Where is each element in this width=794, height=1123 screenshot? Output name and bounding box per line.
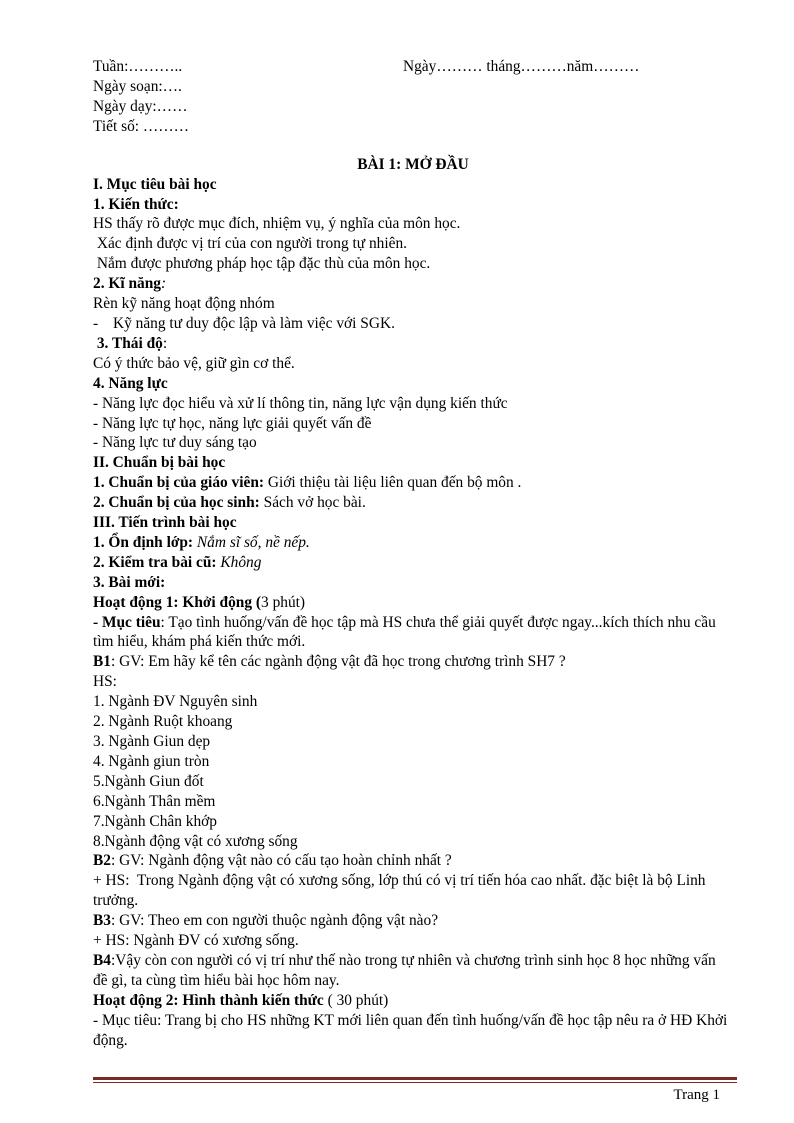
activity-2-objective: - Mục tiêu: Trang bị cho HS những KT mới liên quan đến tình huống/vấn đề học tập nêu ra ở HĐ Khởi động. bbox=[93, 1011, 728, 1049]
week-field: Tuần:……….. bbox=[93, 58, 183, 75]
skills-item-2-text: Kỹ năng tư duy độc lập và làm việc với SGK. bbox=[113, 314, 395, 332]
teacher-prep-text: Giới thiệu tài liệu liên quan đến bộ môn . bbox=[264, 474, 522, 492]
step-b2-label: B2 bbox=[93, 852, 111, 870]
phylum-item-6: 6.Ngành Thân mềm bbox=[93, 792, 216, 810]
attitude-heading-line bbox=[93, 334, 733, 354]
step-b3-answer: + HS: Ngành ĐV có xương sống. bbox=[93, 932, 299, 950]
review-line bbox=[93, 553, 733, 573]
student-prep-label: 2. Chuẩn bị của học sinh: bbox=[93, 494, 260, 512]
phylum-item-4: 4. Ngành giun tròn bbox=[93, 752, 210, 770]
footer-divider-thin bbox=[93, 1082, 737, 1083]
prep-date-field: Ngày soạn:…. bbox=[93, 78, 182, 95]
bullet-dash: - bbox=[93, 314, 99, 332]
step-b2 bbox=[93, 851, 733, 871]
step-b3-label: B3 bbox=[93, 912, 111, 930]
competency-heading: 4. Năng lực bbox=[93, 374, 168, 392]
step-b1-label: B1 bbox=[93, 653, 111, 671]
review-text: Không bbox=[216, 553, 262, 571]
objective-text: : Tạo tình huống/vấn đề học tập mà HS chưa thể giải quyết được ngay...kích thích nhu cầu tìm hiểu, khám phá kiến thức mới. bbox=[93, 613, 716, 651]
skills-item-2 bbox=[93, 314, 733, 334]
activity-2-time: ( 30 phút) bbox=[323, 991, 389, 1009]
step-b2-answer: + HS: Trong Ngành động vật có xương sống, lớp thú có vị trí tiến hóa cao nhất. đặc biệt là bộ Linh trưởng. bbox=[93, 872, 710, 910]
student-prep-text: Sách vở học bài. bbox=[259, 494, 366, 512]
footer-divider bbox=[93, 1077, 737, 1083]
phylum-item-8: 8.Ngành động vật có xương sống bbox=[93, 832, 298, 850]
class-settle-label: 1. Ổn định lớp: bbox=[93, 533, 194, 551]
step-b1 bbox=[93, 652, 733, 672]
step-b3-text: : GV: Theo em con người thuộc ngành động vật nào? bbox=[110, 912, 439, 930]
attitude-heading-colon: : bbox=[162, 334, 168, 352]
step-b4 bbox=[93, 951, 733, 991]
activity-1-objective bbox=[93, 613, 733, 653]
step-b4-text: :Vậy còn con người có vị trí như thế nào trong tự nhiên và chương trình sinh học 8 học những vấn đề gì, ta cùng tìm hiểu bài học hôm nay. bbox=[93, 951, 716, 989]
phylum-item-2: 2. Ngành Ruột khoang bbox=[93, 713, 233, 731]
activity-1-time: 3 phút) bbox=[261, 593, 306, 611]
step-b3 bbox=[93, 911, 733, 931]
student-prep-line bbox=[93, 493, 733, 513]
objective-label: - Mục tiêu bbox=[93, 613, 161, 631]
activity-1-heading bbox=[93, 593, 733, 613]
section-3-heading: III. Tiến trình bài học bbox=[93, 514, 237, 532]
skills-heading: 2. Kĩ năng bbox=[93, 275, 161, 293]
header-row bbox=[93, 57, 733, 77]
competency-item-3: - Năng lực tư duy sáng tạo bbox=[93, 434, 257, 452]
attitude-heading: 3. Thái độ bbox=[93, 334, 163, 352]
skills-item-1: Rèn kỹ năng hoạt động nhóm bbox=[93, 295, 275, 313]
phylum-item-5: 5.Ngành Giun đốt bbox=[93, 772, 204, 790]
teacher-prep-line bbox=[93, 473, 733, 493]
footer-divider-thick bbox=[93, 1077, 737, 1080]
hs-label: HS: bbox=[93, 673, 117, 691]
period-field: Tiết số: ……… bbox=[93, 117, 190, 135]
phylum-item-7: 7.Ngành Chân khớp bbox=[93, 812, 217, 830]
knowledge-heading: 1. Kiến thức: bbox=[93, 195, 179, 213]
section-2-heading: II. Chuẩn bị bài học bbox=[93, 454, 226, 472]
knowledge-item-1: HS thấy rõ được mục đích, nhiệm vụ, ý nghĩa của môn học. bbox=[93, 215, 461, 233]
teach-date-field: Ngày dạy:…… bbox=[93, 97, 188, 115]
class-settle-line bbox=[93, 533, 733, 553]
phylum-item-1: 1. Ngành ĐV Nguyên sinh bbox=[93, 693, 258, 711]
date-field: Ngày……… tháng………năm……… bbox=[403, 58, 640, 75]
step-b2-text: : GV: Ngành động vật nào có cấu tạo hoàn chỉnh nhất ? bbox=[110, 852, 452, 870]
knowledge-item-3: Nắm được phương pháp học tập đặc thù của môn học. bbox=[93, 255, 431, 273]
step-b1-text: : GV: Em hãy kể tên các ngành động vật đã học trong chương trình SH7 ? bbox=[110, 653, 566, 671]
phylum-item-3: 3. Ngành Giun dẹp bbox=[93, 733, 211, 750]
competency-item-2: - Năng lực tự học, năng lực giải quyết vấn đề bbox=[93, 414, 372, 432]
skills-heading-line bbox=[93, 274, 733, 294]
lesson-title: BÀI 1: MỞ ĐẦU bbox=[357, 155, 469, 173]
knowledge-item-2: Xác định được vị trí của con người trong tự nhiên. bbox=[93, 235, 407, 253]
teacher-prep-label: 1. Chuẩn bị của giáo viên: bbox=[93, 474, 265, 492]
class-settle-text: Nắm sĩ số, nề nếp. bbox=[193, 533, 310, 551]
document-page bbox=[93, 57, 733, 1051]
attitude-text: Có ý thức bảo vệ, giữ gìn cơ thể. bbox=[93, 354, 295, 372]
review-label: 2. Kiểm tra bài cũ: bbox=[93, 553, 217, 571]
activity-1-label: Hoạt động 1: Khởi động ( bbox=[93, 593, 262, 611]
page-number: Trang 1 bbox=[673, 1087, 720, 1103]
new-lesson-heading: 3. Bài mới: bbox=[93, 573, 166, 591]
activity-2-label: Hoạt động 2: Hình thành kiến thức bbox=[93, 991, 324, 1009]
step-b4-label: B4 bbox=[93, 951, 111, 969]
activity-2-heading bbox=[93, 991, 733, 1011]
competency-item-1: - Năng lực đọc hiểu và xử lí thông tin, năng lực vận dụng kiến thức bbox=[93, 394, 508, 412]
section-1-heading: I. Mục tiêu bài học bbox=[93, 175, 217, 193]
skills-heading-colon: : bbox=[161, 275, 167, 293]
